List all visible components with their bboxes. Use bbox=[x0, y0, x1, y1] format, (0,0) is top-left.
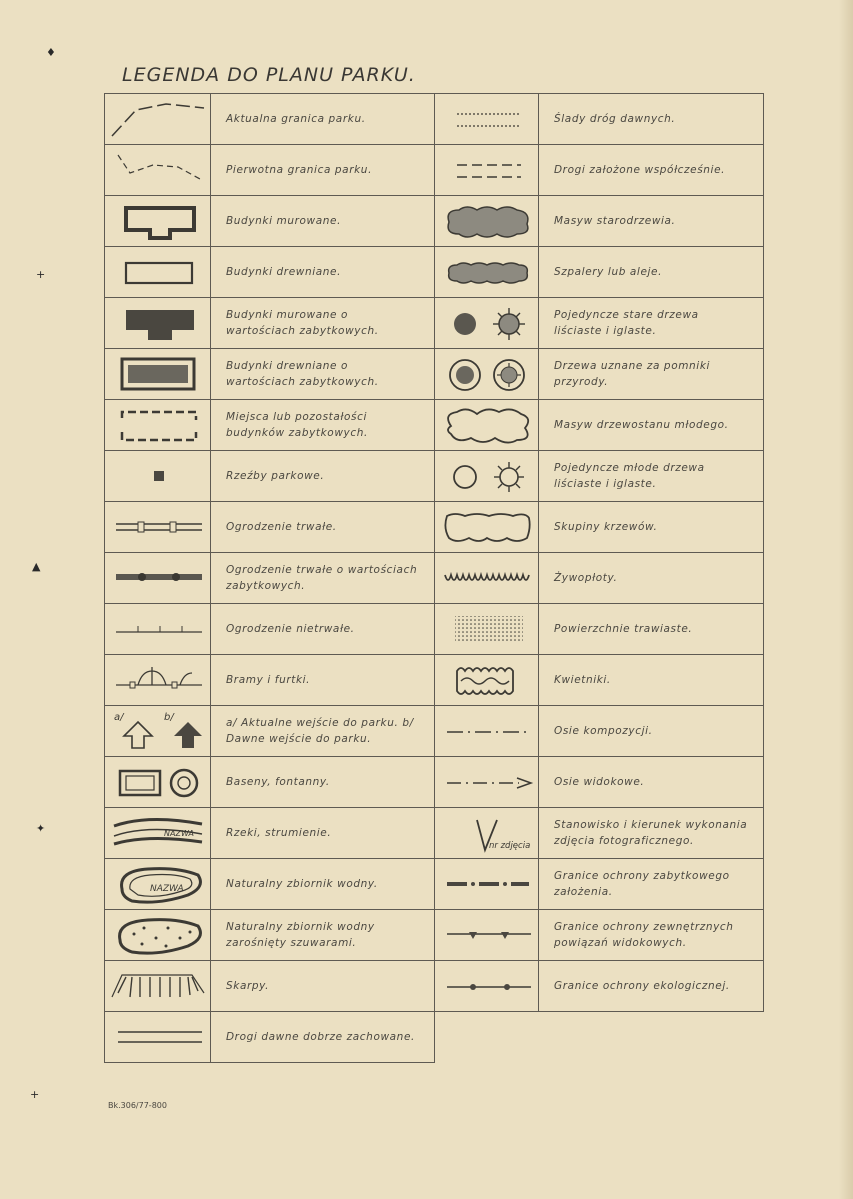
legend-label: Stanowisko i kierunek wykonania zdjęcia fotograficznego. bbox=[538, 807, 764, 859]
page-title: LEGENDA DO PLANU PARKU. bbox=[122, 64, 416, 86]
grass-area-icon bbox=[437, 606, 537, 652]
legend-row bbox=[104, 93, 764, 145]
scan-edge bbox=[839, 0, 853, 1199]
legend-symbol-cell bbox=[104, 603, 211, 655]
legend-label: Szpalery lub aleje. bbox=[538, 246, 764, 298]
legend-label: Ogrodzenie nietrwałe. bbox=[210, 603, 435, 655]
legend-symbol-cell bbox=[104, 705, 211, 757]
legend-label: Ogrodzenie trwałe. bbox=[210, 501, 435, 553]
historic-wooden-building-icon bbox=[108, 351, 208, 397]
legend-symbol-cell bbox=[434, 603, 539, 655]
legend-row bbox=[104, 399, 764, 451]
legend-symbol-cell bbox=[434, 144, 539, 196]
legend-symbol-cell bbox=[104, 756, 211, 808]
legend-row bbox=[104, 144, 764, 196]
legend-symbol-cell bbox=[104, 399, 211, 451]
scan-mark: + bbox=[30, 1088, 40, 1101]
legend-symbol-cell bbox=[434, 246, 539, 298]
original-boundary-icon bbox=[108, 147, 208, 193]
legend-symbol-cell bbox=[104, 960, 211, 1012]
hedge-icon bbox=[437, 555, 537, 601]
legend-symbol-cell bbox=[104, 93, 211, 145]
view-axis-icon bbox=[437, 759, 537, 805]
former-road-traces-icon bbox=[437, 96, 537, 142]
legend-symbol-cell bbox=[434, 960, 539, 1012]
legend-symbol-cell bbox=[434, 654, 539, 706]
legend-label: Osie kompozycji. bbox=[538, 705, 764, 757]
wooden-building-icon bbox=[108, 249, 208, 295]
legend-label: Granice ochrony zewnętrznych powiązań widokowych. bbox=[538, 909, 764, 961]
flowerbed-icon bbox=[437, 657, 537, 703]
legend-symbol-cell bbox=[104, 807, 211, 859]
sculpture-icon bbox=[108, 453, 208, 499]
legend-label: Drogi dawne dobrze zachowane. bbox=[210, 1011, 435, 1063]
legend-label: Ślady dróg dawnych. bbox=[538, 93, 764, 145]
legend-symbol-cell bbox=[434, 501, 539, 553]
legend-symbol-cell bbox=[434, 858, 539, 910]
legend-label: Miejsca lub pozostałości budynków zabytkowych. bbox=[210, 399, 435, 451]
legend-label: Skarpy. bbox=[210, 960, 435, 1012]
legend-symbol-cell bbox=[104, 909, 211, 961]
legend-symbol-cell bbox=[434, 348, 539, 400]
young-tree-mass-icon bbox=[437, 402, 537, 448]
river-name-label: NAZWA bbox=[163, 829, 194, 838]
preserved-old-roads-icon bbox=[108, 1014, 208, 1060]
legend-row bbox=[104, 450, 764, 502]
legend-label: Baseny, fontanny. bbox=[210, 756, 435, 808]
legend-row bbox=[104, 807, 764, 859]
single-old-trees-icon bbox=[437, 300, 537, 346]
legend-label: Rzeźby parkowe. bbox=[210, 450, 435, 502]
legend-label: Bramy i furtki. bbox=[210, 654, 435, 706]
legend-row bbox=[104, 552, 764, 604]
legend-row bbox=[104, 348, 764, 400]
legend-label: Naturalny zbiornik wodny zarośnięty szuwarami. bbox=[210, 909, 435, 961]
building-remains-icon bbox=[108, 402, 208, 448]
legend-symbol-cell bbox=[434, 297, 539, 349]
legend-symbol-cell bbox=[104, 297, 211, 349]
heritage-protection-boundary-icon bbox=[437, 861, 537, 907]
legend-symbol-cell bbox=[104, 1011, 211, 1063]
old-tree-mass-icon bbox=[437, 198, 537, 244]
legend-row bbox=[104, 909, 764, 961]
photo-number-label: nr zdjęcia bbox=[488, 841, 530, 851]
shrub-group-icon bbox=[437, 504, 537, 550]
legend-row bbox=[104, 501, 764, 553]
legend-symbol-cell bbox=[104, 348, 211, 400]
legend-label: Pierwotna granica parku. bbox=[210, 144, 435, 196]
entrance-arrows-icon bbox=[108, 708, 208, 754]
legend-label: Drogi założone współcześnie. bbox=[538, 144, 764, 196]
legend-label: Masyw starodrzewia. bbox=[538, 195, 764, 247]
legend-label: Budynki drewniane. bbox=[210, 246, 435, 298]
legend-symbol-cell bbox=[104, 450, 211, 502]
legend-row bbox=[104, 297, 764, 349]
reed-water-body-icon bbox=[108, 912, 208, 958]
nature-monument-trees-icon bbox=[437, 351, 537, 397]
legend-label: a/ Aktualne wejście do parku. b/ Dawne wejście do parku. bbox=[210, 705, 435, 757]
legend-symbol-cell bbox=[434, 552, 539, 604]
legend-symbol-cell bbox=[434, 399, 539, 451]
legend-label: Żywopłoty. bbox=[538, 552, 764, 604]
river-icon bbox=[108, 810, 208, 856]
composition-axis-icon bbox=[437, 708, 537, 754]
legend-symbol-cell bbox=[104, 501, 211, 553]
legend-label: Granice ochrony ekologicznej. bbox=[538, 960, 764, 1012]
photo-position-icon bbox=[437, 810, 537, 856]
permanent-fence-icon bbox=[108, 504, 208, 550]
legend-label: Osie widokowe. bbox=[538, 756, 764, 808]
legend-row bbox=[104, 756, 764, 808]
modern-roads-icon bbox=[437, 147, 537, 193]
legend-row bbox=[104, 960, 764, 1012]
ecological-protection-boundary-icon bbox=[437, 963, 537, 1009]
legend-label: Kwietniki. bbox=[538, 654, 764, 706]
brick-building-icon bbox=[108, 198, 208, 244]
legend-row bbox=[104, 603, 764, 655]
legend-symbol-cell bbox=[434, 756, 539, 808]
entrance-a-label: a/ bbox=[113, 712, 123, 723]
legend-label: Budynki murowane o wartościach zabytkowych. bbox=[210, 297, 435, 349]
legend-label: Pojedyncze młode drzewa liściaste i iglaste. bbox=[538, 450, 764, 502]
legend-row bbox=[104, 246, 764, 298]
legend-label: Skupiny krzewów. bbox=[538, 501, 764, 553]
legend-row bbox=[104, 705, 764, 757]
scan-mark: ✦ bbox=[36, 822, 46, 835]
legend-symbol-cell bbox=[434, 450, 539, 502]
scan-mark: ♦ bbox=[46, 46, 56, 59]
single-young-trees-icon bbox=[437, 453, 537, 499]
legend-symbol-cell bbox=[104, 246, 211, 298]
legend-symbol-cell bbox=[434, 807, 539, 859]
pool-fountain-icon bbox=[108, 759, 208, 805]
legend-label: Naturalny zbiornik wodny. bbox=[210, 858, 435, 910]
current-boundary-icon bbox=[108, 96, 208, 142]
scan-mark: + bbox=[36, 268, 46, 281]
legend-symbol-cell bbox=[104, 654, 211, 706]
temporary-fence-icon bbox=[108, 606, 208, 652]
entrance-b-label: b/ bbox=[163, 712, 174, 723]
legend-label: Drzewa uznane za pomniki przyrody. bbox=[538, 348, 764, 400]
legend-row bbox=[104, 1011, 764, 1063]
legend-label: Pojedyncze stare drzewa liściaste i iglaste. bbox=[538, 297, 764, 349]
legend-symbol-cell bbox=[104, 144, 211, 196]
legend-label: Powierzchnie trawiaste. bbox=[538, 603, 764, 655]
legend-label: Granice ochrony zabytkowego założenia. bbox=[538, 858, 764, 910]
legend-label: Budynki drewniane o wartościach zabytkowych. bbox=[210, 348, 435, 400]
legend-row bbox=[104, 195, 764, 247]
alley-icon bbox=[437, 249, 537, 295]
legend-symbol-cell bbox=[434, 195, 539, 247]
slope-icon bbox=[108, 963, 208, 1009]
legend-label: Rzeki, strumienie. bbox=[210, 807, 435, 859]
legend-row bbox=[104, 654, 764, 706]
legend-symbol-cell bbox=[434, 93, 539, 145]
legend-label: Ogrodzenie trwałe o wartościach zabytkowych. bbox=[210, 552, 435, 604]
legend-symbol-cell bbox=[104, 195, 211, 247]
legend-symbol-cell bbox=[434, 909, 539, 961]
scan-mark: ▲ bbox=[32, 560, 41, 573]
view-protection-boundary-icon bbox=[437, 912, 537, 958]
historic-fence-icon bbox=[108, 555, 208, 601]
legend-label: Aktualna granica parku. bbox=[210, 93, 435, 145]
legend-symbol-cell bbox=[104, 552, 211, 604]
historic-brick-building-icon bbox=[108, 300, 208, 346]
legend-symbol-cell bbox=[104, 858, 211, 910]
legend-label: Masyw drzewostanu młodego. bbox=[538, 399, 764, 451]
legend-label: Budynki murowane. bbox=[210, 195, 435, 247]
catalog-number: Bk.306/77-800 bbox=[108, 1101, 167, 1110]
water-body-icon bbox=[108, 861, 208, 907]
legend-symbol-cell bbox=[434, 705, 539, 757]
legend-table bbox=[104, 93, 764, 1063]
water-name-label: NAZWA bbox=[149, 884, 184, 894]
gates-icon bbox=[108, 657, 208, 703]
legend-row bbox=[104, 858, 764, 910]
